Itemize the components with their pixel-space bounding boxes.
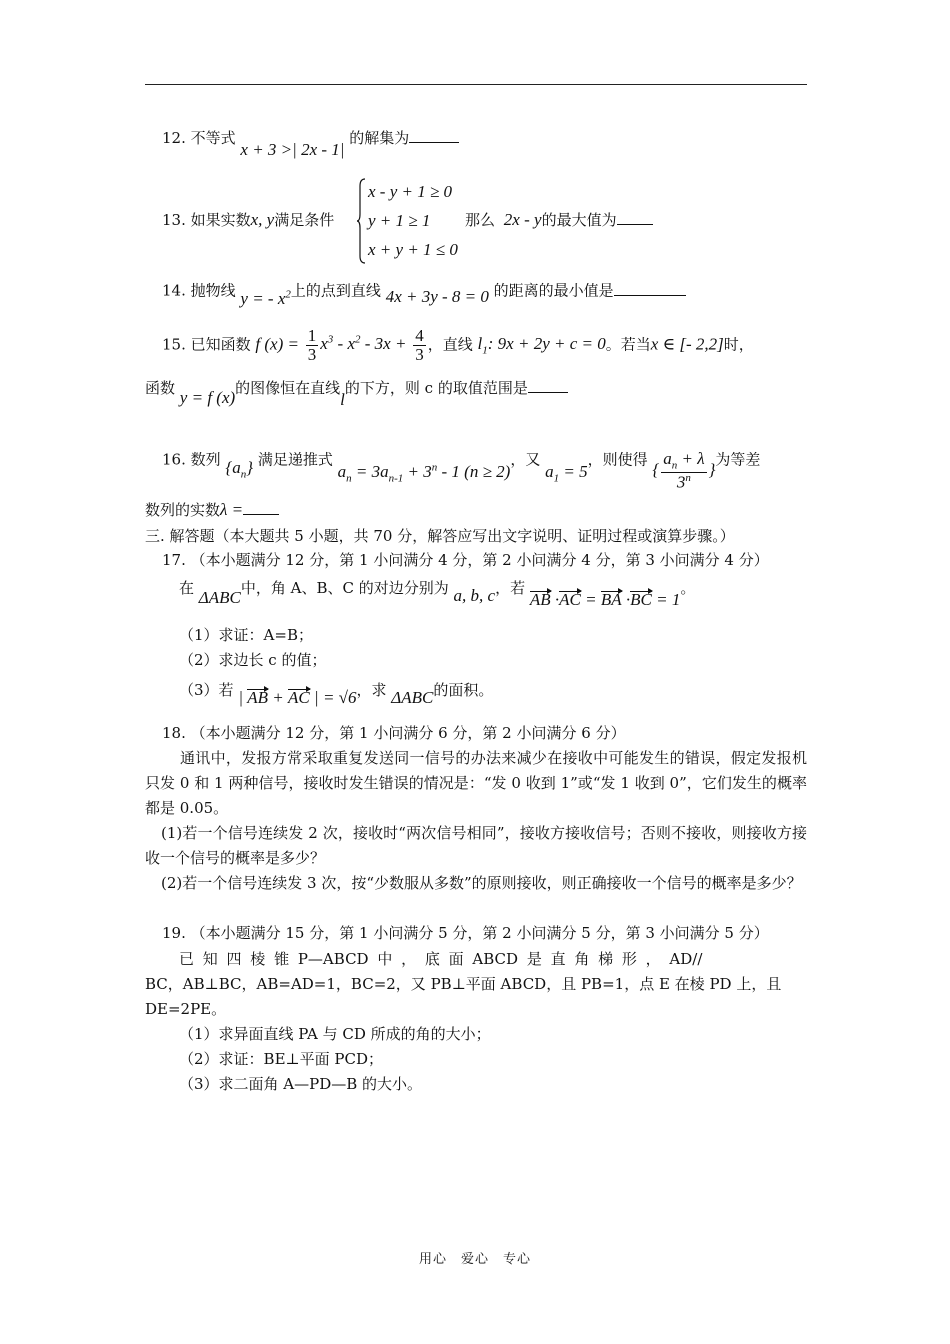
q13-vars: x, y [250,210,275,229]
q16-rec2: + 3 [407,461,432,481]
fraction-four-thirds: $\frac{4}{3}$ [415,326,424,364]
q12-suffix: 的解集为 [349,129,410,147]
q14-curve: y = - x [240,288,286,308]
page-footer: 用心 爱心 专心 [418,1252,531,1267]
q13-constraint-3: x + y + 1 ≤ 0 [368,240,458,259]
answer-blank [243,500,279,515]
q17-p3-suffix: 的面积。 [433,681,494,699]
question-16: 16. 数列 $\{a_n\}$ 满足递推式 $a_n = 3a_{n-1} + 3^n - 1$ (n ≥ 2)，又 $a_1 = 5$，则使得 { $\frac{a_n + \lambda}{3^n}$ }为等差 [162,449,761,492]
q17-p3-triangle: ΔABC [391,688,434,707]
q13-text: 13. 如果实数 [162,211,251,229]
answer-blank [528,378,568,393]
q19-part-1: （1）求异面直线 PA 与 CD 所成的角的大小； [179,1025,491,1043]
q13-condition-label: 满足条件 [274,211,335,229]
brace-icon [357,178,366,264]
q13-constraint-2: y + 1 ≥ 1 [368,211,431,230]
q12-text: 12. 不等式 [162,129,236,147]
question-14: 14. 抛物线 y = - $x^2$上的点到直线 4x + 3y - 8 = 0 的距离的最小值是 [162,280,686,301]
q16-seq: {a [225,457,241,477]
q14-line: 4x + 3y - 8 = 0 [385,286,489,306]
q14-mid: 上的点到直线 [290,281,381,300]
q19-part-3: （3）求二面角 A—PD—B 的大小。 [179,1075,423,1093]
q15-l2-text: 函数 [145,379,176,397]
q15-suffix: 时， [723,335,754,354]
q17-mid: 中，角 A、B、C 的对边分别为 [240,579,449,597]
q19-body-line-2: BC，AB⊥BC，AB=AD=1，BC=2，又 PB⊥平面 ABCD，且 PB=1，点 E 在棱 PD 上，且 [145,975,782,993]
q17-p3-mid: ，求 [356,681,387,699]
question-12 [162,128,459,159]
q17-if: ，若 [495,579,526,597]
q15-line-name: l [477,334,483,354]
vector-bc: BC [630,590,652,609]
q15-mid: ，直线 [427,335,473,354]
vector-ba: BA [600,590,622,609]
q19-part-2: （2）求证：BE⊥平面 PCD； [179,1050,383,1068]
question-16-line-2 [145,500,279,520]
q17-part-2: （2）求边长 c 的值； [179,651,327,669]
q17-statement: 在 ΔABC中，角 A、B、C 的对边分别为 a, b, c，若 AB ·AC = BA ·BC = 1。 [179,579,696,609]
q16-and: ，又 [510,450,541,469]
q13-expr: 2x - y [503,210,542,229]
answer-blank [617,210,653,225]
q16-then: ，则使得 [587,450,648,469]
q17-heading: 17. （本小题满分 12 分，第 1 小问满分 4 分，第 2 小问满分 4 分，第 3 小问满分 4 分） [162,551,769,569]
q13-suffix: 的最大值为 [541,211,617,229]
question-15-line-2 [145,378,568,409]
fraction-one-third: $\frac{1}{3}$ [307,326,317,364]
q18-body: 通讯中，发报方常采取重复发送同一信号的办法来减少在接收中可能发生的错误，假定发报机只发 0 和 1 两种信号，接收时发生错误的情况是：“发 0 收到 1”或“发 1 收到 0”，它们发生的概率都是 0.05。 [145,749,807,817]
q15-fx: f (x) = [255,334,299,354]
header-rule [145,84,807,85]
q15-cond: 。若当 [605,335,651,354]
q13-constraint-1: x - y + 1 ≥ 0 [368,182,453,201]
q15-l2-l: l [340,390,345,409]
q16-l2-lambda: λ = [220,500,244,519]
q15-l2-mid: 的图像恒在直线 [235,379,341,397]
q14-suffix: 的距离的最小值是 [493,281,614,300]
q17-triangle: ΔABC [198,588,241,607]
q17-in: 在 [179,579,195,597]
section-3-heading: 三. 解答题（本大题共 5 小题，共 70 分，解答应写出文字说明、证明过程或演算步骤。） [145,527,735,545]
q17-part-3: （3）若 | AB + AC | = √6，求 ΔABC的面积。 [179,681,494,707]
q16-l2-text: 数列的实数 [145,501,221,519]
question-13 [162,210,334,230]
q19-body-line-3: DE=2PE。 [145,1000,227,1018]
q14-text: 14. 抛物线 [162,281,236,300]
vector-ab: AB [529,590,551,609]
answer-blank [409,128,459,143]
q17-p3-eq: | = √6 [314,688,357,707]
q15-text: 15. 已知函数 [162,335,251,354]
q17-p3-pre: （3）若 [179,681,234,699]
q15-l2-fx: y = f (x) [179,388,236,407]
q16-rec3: - 1 (n ≥ 2) [441,461,511,481]
q15-range: x ∈ [- 2,2] [650,334,724,354]
q16-rec: = 3a [355,461,389,481]
q15-line-eq: : 9x + 2y + c = 0 [487,334,606,354]
q19-heading: 19. （本小题满分 15 分，第 1 小问满分 5 分，第 2 小问满分 5 分，第 3 小问满分 5 分） [162,924,769,942]
q13-then: 那么 [465,211,496,229]
q16-suffix: 为等差 [715,450,761,469]
q18-part-2: (2)若一个信号连续发 3 次，按“少数服从多数”的原则接收，则正确接收一个信号的概率是多少？ [161,874,802,892]
question-15: 15. 已知函数 f (x) = $\frac{1}{3}$ $x^3 - x^2 - 3x$ + $\frac{4}{3}$ ，直线 $l_1$: 9x + 2y + c = 0。若当x ∈ [- 2,2]时， [162,326,754,364]
answer-blank [614,281,686,296]
q13-ask [465,210,653,230]
q15-l2-suffix: 的下方，则 c 的取值范围是 [344,379,528,397]
q16-lambda: + λ [681,449,705,468]
q16-den: 3 [676,472,686,492]
q17-eq: = 1 [656,590,681,609]
q17-abc: a, b, c [453,586,496,605]
q16-text: 16. 数列 [162,450,221,469]
q16-a1: = 5 [563,461,588,481]
q18-part-1: (1)若一个信号连续发 2 次，接收时“两次信号相同”，接收方接收信号；否则不接收，则接收方接收一个信号的概率是多少？ [145,824,807,867]
q16-mid: 满足递推式 [257,450,333,469]
q12-math: x + 3 >| 2x - 1| [240,140,345,159]
q19-body-line-1: 已 知 四 棱 锥 P—ABCD 中 ， 底 面 ABCD 是 直 角 梯 形 ， AD// [179,950,703,968]
q18-heading: 18. （本小题满分 12 分，第 1 小问满分 6 分，第 2 小问满分 6 分） [162,724,626,742]
vector-ac: AC [559,590,581,609]
q17-part-1: （1）求证：A=B； [179,626,313,644]
